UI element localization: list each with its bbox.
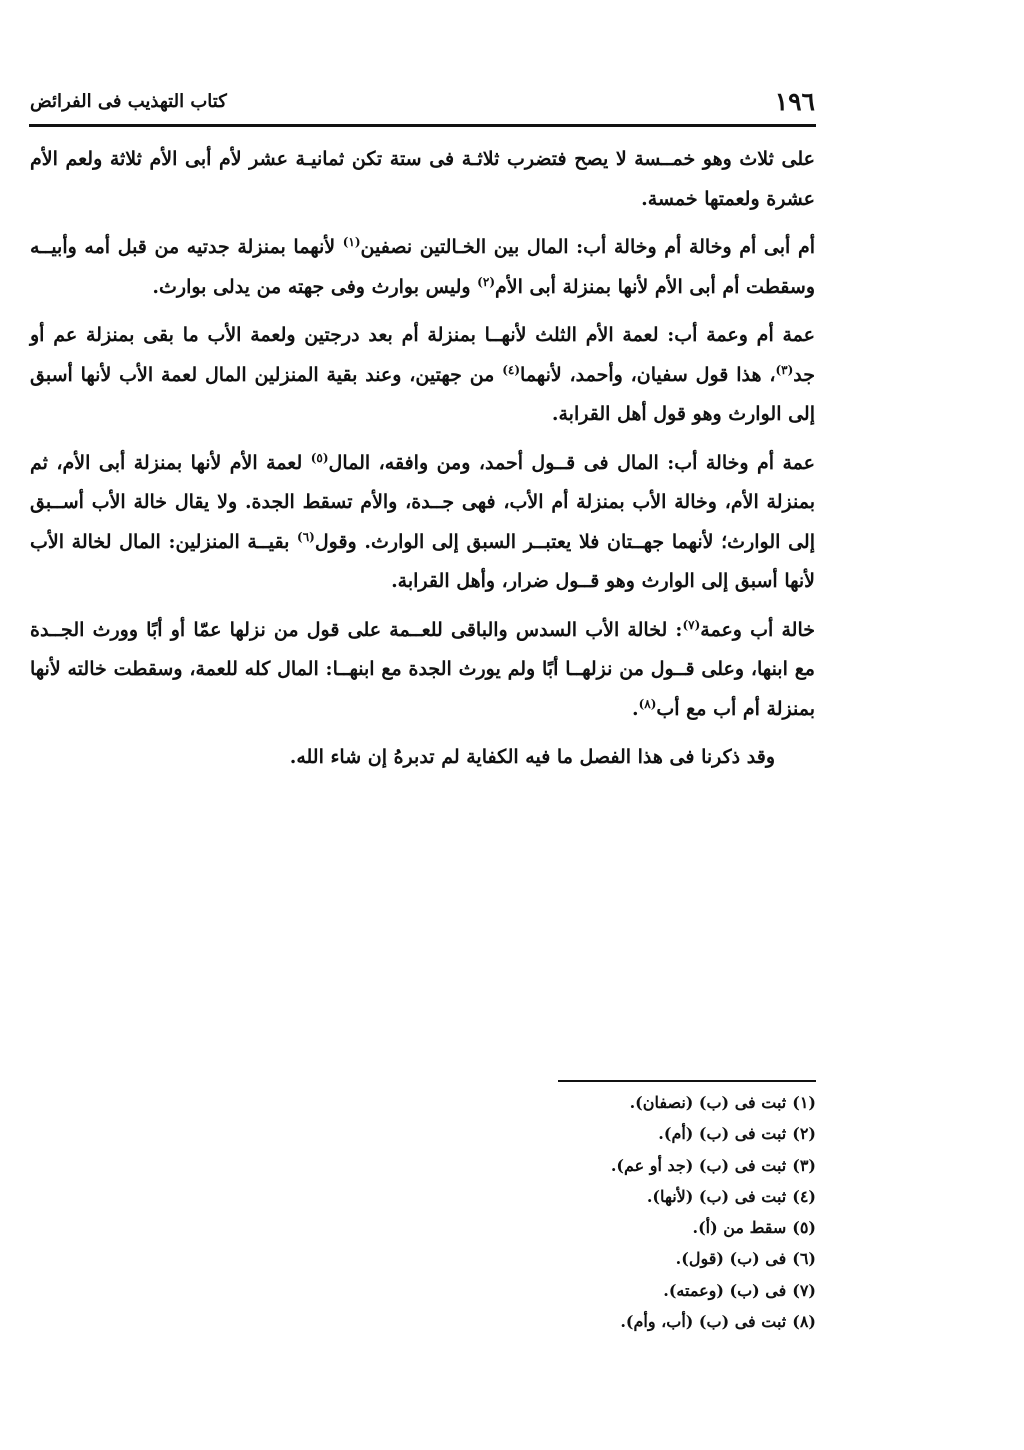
footnote-rule	[558, 1080, 816, 1082]
header-rule	[29, 124, 816, 127]
paragraph-text: لأنهما بمنزلة جدتيه من قبل أمه وأبيــه وسقطت أم أبى الأم لأنها بمنزلة أبى الأم	[30, 236, 815, 298]
footnote-marker: (٦)	[792, 1249, 816, 1269]
footnote-marker: (٣)	[792, 1155, 816, 1175]
paragraph-text: وقد ذكرنا فى هذا الفصل ما فيه الكفاية لم تدبرهُ إن شاء الله.	[289, 746, 775, 768]
footnote-reference[interactable]: (٥)	[310, 450, 329, 465]
footnote-reference[interactable]: (٦)	[297, 529, 315, 544]
footnotes	[430, 1087, 816, 1337]
footnote-reference[interactable]: (٣)	[775, 362, 794, 377]
paragraph-text: خالة أب وعمة	[700, 618, 816, 641]
footnote-6	[430, 1243, 816, 1274]
footnote-7	[430, 1275, 816, 1306]
footnote-4	[430, 1181, 816, 1212]
footnote-text: ثبت فى (ب) (لأنها).	[646, 1186, 787, 1206]
footnote-reference[interactable]: (١)	[342, 235, 361, 249]
paragraph-1	[30, 140, 815, 219]
footnote-text: ثبت فى (ب) (نصفان).	[629, 1093, 787, 1112]
paragraph-5	[30, 611, 815, 730]
paragraph-text: أم أبى أم وخالة أم وخالة أب: المال بين الخـالتين نصفين	[360, 236, 815, 258]
footnote-text: فى (ب) (وعمته).	[663, 1280, 787, 1300]
paragraph-4	[30, 444, 815, 602]
paragraph-text: لعمة الأم لأنها بمنزلة أبى الأم، ثم بمنزلة الأم، وخالة الأب بمنزلة أم الأب، فهى جــدة، والأم تسقط الجدة. ولا يقال خالة الأب أســبق إلى الوارث؛ لأنهما جهــتان فلا يعتبــر السبق إلى الوارث. وقول	[30, 451, 815, 553]
footnote-reference[interactable]: (٨)	[638, 696, 657, 711]
paragraph-2	[30, 228, 815, 307]
page-header	[30, 86, 815, 122]
paragraph-text: عمة أم وعمة أب: لعمة الأم الثلث لأنهــا بمنزلة أم بعد درجتين ولعمة الأب ما بقى بمنزلة عم أو جد	[30, 324, 816, 386]
footnote-5	[430, 1212, 816, 1243]
footnote-3	[430, 1150, 816, 1181]
paragraph-text: ، هذا قول سفيان، وأحمد، لأنهما	[520, 363, 776, 386]
footnote-marker: (١)	[792, 1093, 816, 1112]
footnote-1	[430, 1087, 816, 1118]
paragraph-text: : لخالة الأب السدس والباقى للعــمة على قول من نزلها عمّا أو أبًا وورث الجــدة مع ابنها، وعلى قــول من نزلهــا أبًا ولم يورث الجدة مع ابنهــا: المال كله للعمة، وسقطت خالته لأنها بمنزلة أم أب مع أب	[30, 618, 815, 720]
paragraph-text: عمة أم وخالة أب: المال فى قــول أحمد، ومن وافقه، المال	[328, 451, 815, 474]
footnote-text: ثبت فى (ب) (أم).	[658, 1124, 787, 1144]
footnote-2	[430, 1118, 816, 1149]
footnote-text: فى (ب) (قول).	[675, 1249, 787, 1269]
footnote-reference[interactable]: (٧)	[682, 617, 701, 632]
footnote-8	[430, 1306, 816, 1337]
paragraph-text: بقيــة المنزلين: المال لخالة الأب لأنها أسبق إلى الوارث وهو قــول ضرار، وأهل القرابة.	[30, 530, 815, 592]
paragraph-text: .	[631, 697, 639, 720]
footnote-marker: (٢)	[792, 1124, 816, 1144]
footnote-reference[interactable]: (٤)	[502, 362, 521, 377]
footnote-reference[interactable]: (٢)	[477, 274, 495, 289]
page-number: ١٩٦	[774, 87, 815, 116]
footnote-marker: (٧)	[792, 1280, 816, 1300]
paragraph-text: وليس بوارث وفى جهته من يدلى بوارث.	[152, 275, 478, 298]
footnote-text: ثبت فى (ب) (أب، وأم).	[620, 1312, 787, 1332]
footnote-marker: (٥)	[792, 1218, 816, 1238]
running-title: كتاب التهذيب فى الفرائض	[30, 91, 227, 112]
footnote-marker: (٤)	[792, 1186, 816, 1206]
body-text	[30, 140, 815, 787]
paragraph-closing	[30, 738, 815, 778]
footnote-text: سقط من (أ).	[692, 1218, 787, 1238]
paragraph-3	[30, 316, 815, 435]
paragraph-text: على ثلاث وهو خمــسة لا يصح فتضرب ثلاثـة فى ستة تكن ثمانيـة عشر لأم أبى الأم ثلاثة ولعم الأم عشرة ولعمتها خمسة.	[30, 148, 815, 210]
footnote-text: ثبت فى (ب) (جد أو عم).	[610, 1155, 787, 1175]
paragraph-text: من جهتين، وعند بقية المنزلين المال لعمة الأب لأنها أسبق إلى الوارث وهو قول أهل القرابة.	[30, 363, 815, 425]
footnote-marker: (٨)	[792, 1312, 816, 1332]
